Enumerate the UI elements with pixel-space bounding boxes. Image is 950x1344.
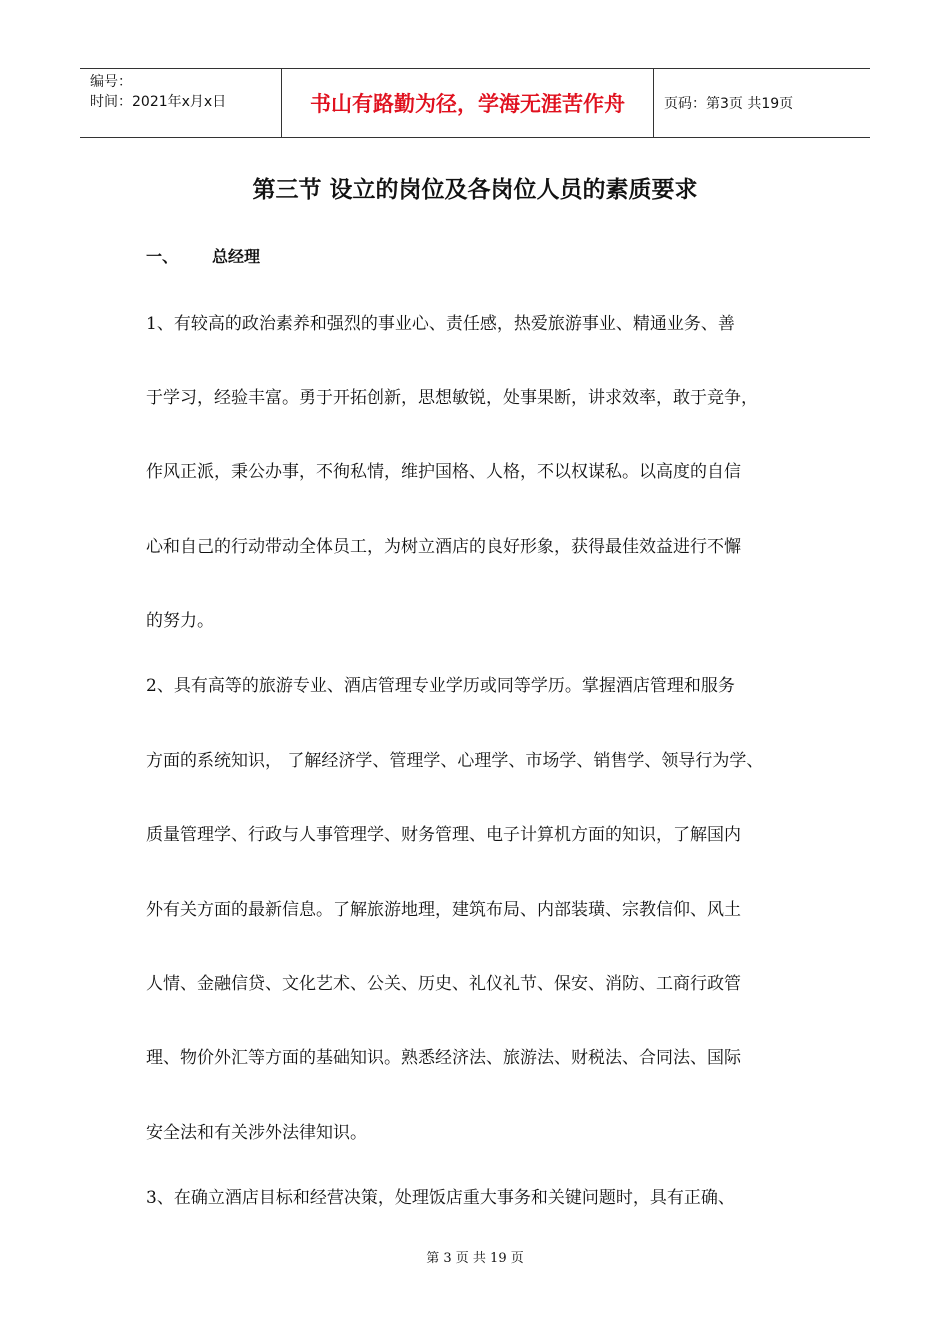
body-line: 外有关方面的最新信息。了解旅游地理，建筑布局、内部装璜、宗教信仰、风土 bbox=[146, 900, 741, 920]
body-line: 1、有较高的政治素养和强烈的事业心、责任感，热爱旅游事业、精通业务、善 bbox=[146, 314, 735, 334]
body-line: 安全法和有关涉外法律知识。 bbox=[146, 1123, 367, 1143]
body-line: 于学习，经验丰富。勇于开拓创新，思想敏锐，处事果断，讲求效率，敢于竞争， bbox=[146, 388, 758, 408]
number-label: 编号： bbox=[90, 74, 132, 90]
page-footer: 第 3 页 共 19 页 bbox=[426, 1251, 524, 1266]
body-line: 的努力。 bbox=[146, 611, 214, 631]
section-heading bbox=[146, 244, 260, 267]
body-line: 人情、金融信贷、文化艺术、公关、历史、礼仪礼节、保安、消防、工商行政管 bbox=[146, 974, 741, 994]
section-number: 一、 bbox=[146, 247, 179, 266]
header-motto: 书山有路勤为径，学海无涯苦作舟 bbox=[282, 69, 654, 137]
section-name: 总经理 bbox=[212, 247, 261, 266]
body-line: 作风正派，秉公办事，不徇私情，维护国格、人格，不以权谋私。以高度的自信 bbox=[146, 462, 741, 482]
header-meta bbox=[80, 69, 282, 137]
body-line: 方面的系统知识， 了解经济学、管理学、心理学、市场学、销售学、领导行为学、 bbox=[146, 751, 764, 771]
body-line: 质量管理学、行政与人事管理学、财务管理、电子计算机方面的知识，了解国内 bbox=[146, 825, 741, 845]
body-line: 3、在确立酒店目标和经营决策，处理饭店重大事务和关键问题时，具有正确、 bbox=[146, 1188, 735, 1208]
page-header bbox=[80, 68, 870, 138]
body-line: 理、物价外汇等方面的基础知识。熟悉经济法、旅游法、财税法、合同法、国际 bbox=[146, 1048, 741, 1068]
body-line: 2、具有高等的旅游专业、酒店管理专业学历或同等学历。掌握酒店管理和服务 bbox=[146, 676, 735, 696]
date-label: 时间：2021年x月x日 bbox=[90, 94, 227, 110]
page-title: 第三节 设立的岗位及各岗位人员的素质要求 bbox=[252, 177, 698, 203]
body-line: 心和自己的行动带动全体员工，为树立酒店的良好形象，获得最佳效益进行不懈 bbox=[146, 537, 741, 557]
header-page-info: 页码：第3页 共19页 bbox=[664, 96, 794, 112]
